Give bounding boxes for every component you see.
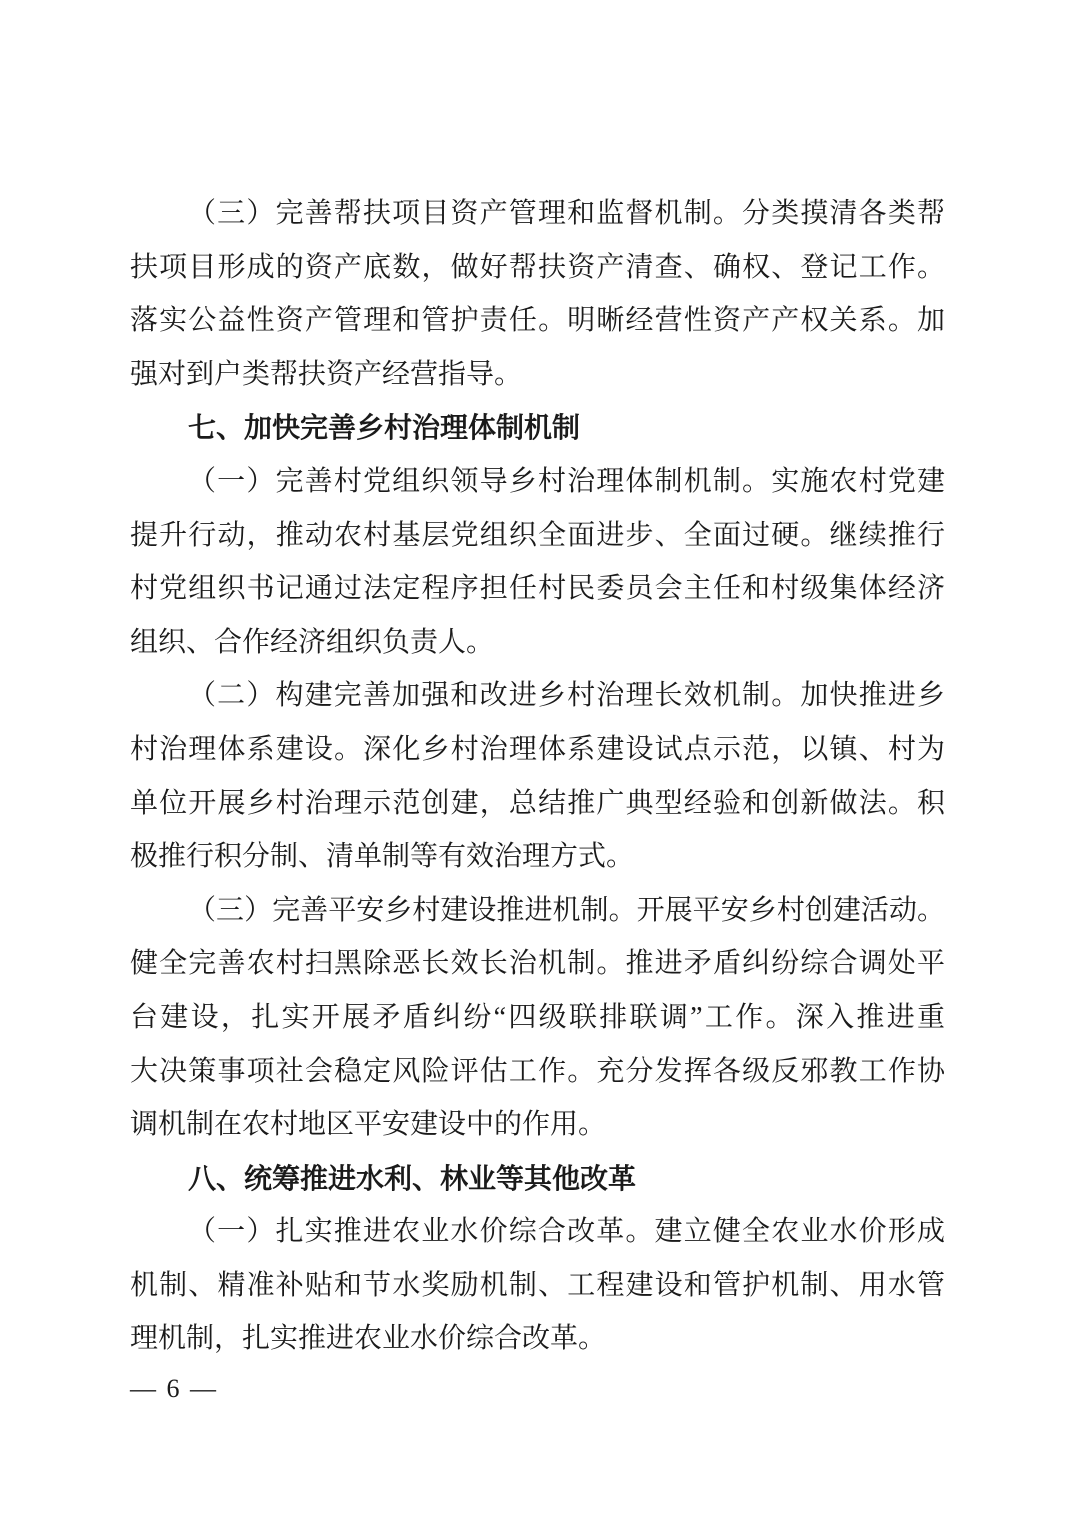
text-line: 村党组织书记通过法定程序担任村民委员会主任和村级集体经济 [130, 573, 945, 605]
text-line: 单位开展乡村治理示范创建，总结推广典型经验和创新做法。积 [130, 787, 945, 819]
text-line: 扶项目形成的资产底数，做好帮扶资产清查、确权、登记工作。 [130, 251, 945, 283]
paragraph [130, 1205, 945, 1366]
text-line: 台建设，扎实开展矛盾纠纷“四级联排联调”工作。深入推进重 [130, 1001, 945, 1033]
text-line: （一）完善村党组织领导乡村治理体制机制。实施农村党建 [188, 465, 945, 497]
heading-text: 八、统筹推进水利、林业等其他改革 [188, 1162, 637, 1194]
page-number: — 6 — [130, 1374, 218, 1403]
text-line: 落实公益性资产管理和管护责任。明晰经营性资产产权关系。加 [130, 305, 945, 337]
text-line: 提升行动，推动农村基层党组织全面进步、全面过硬。继续推行 [130, 519, 945, 551]
text-line: （三）完善平安乡村建设推进机制。开展平安乡村创建活动。 [188, 894, 945, 926]
section-heading [130, 401, 945, 455]
paragraph [130, 187, 945, 401]
text-line: 组织、合作经济组织负责人。 [130, 626, 495, 658]
text-line: （一）扎实推进农业水价综合改革。建立健全农业水价形成 [188, 1216, 945, 1248]
paragraph [130, 455, 945, 669]
heading-text: 七、加快完善乡村治理体制机制 [188, 412, 581, 444]
text-line: 机制、精准补贴和节水奖励机制、工程建设和管护机制、用水管 [130, 1269, 945, 1301]
paragraph [130, 669, 945, 883]
paragraph [130, 884, 945, 1152]
text-line: 强对到户类帮扶资产经营指导。 [130, 358, 523, 390]
section-heading [130, 1152, 945, 1206]
text-line: 健全完善农村扫黑除恶长效长治机制。推进矛盾纠纷综合调处平 [130, 948, 945, 980]
text-line: 村治理体系建设。深化乡村治理体系建设试点示范，以镇、村为 [130, 733, 945, 765]
text-line: （二）构建完善加强和改进乡村治理长效机制。加快推进乡 [188, 680, 945, 712]
document-body [130, 187, 945, 1366]
text-line: 大决策事项社会稳定风险评估工作。充分发挥各级反邪教工作协 [130, 1055, 945, 1087]
text-line: 调机制在农村地区平安建设中的作用。 [130, 1109, 607, 1141]
text-line: 极推行积分制、清单制等有效治理方式。 [130, 841, 635, 873]
text-line: 理机制，扎实推进农业水价综合改革。 [130, 1323, 607, 1355]
text-line: （三）完善帮扶项目资产管理和监督机制。分类摸清各类帮 [188, 198, 945, 229]
